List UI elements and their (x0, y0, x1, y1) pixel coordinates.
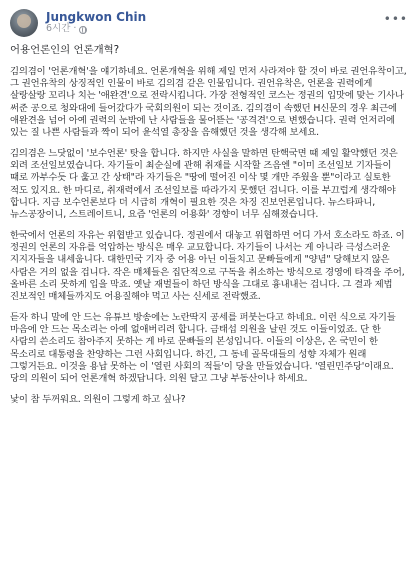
post-paragraph: 듣자 하니 말에 안 드는 유튜브 방송에는 노란딱지 공세를 퍼붓는다고 하네요. 이런 식으로 자기들 마음에 안 드는 목소리는 아예 없애버리려 합니다. 금태섭 의원을 날린 것도 이들이었죠. 단 한 사람의 쓴소리도 참아주지 못하는 게 바로 문빠들의 본성입니다. 이들의 이상은, 온 국민이 한 목소리로 대통령을 찬양하는 그런 사회입니다. 하긴, 그 동네 골목대들의 성향 자체가 원래 그렇거든요. 이것을 용납 못하는 이 '열린 사회의 적들'이 당을 만들었습니다. '열린민주당'이래요. 당의 의원이 되어 언론개혁 하겠답니다. 의원 달고 그냥 부동산이나 하세요. (10, 311, 396, 385)
separator-dot: · (73, 23, 77, 35)
post-paragraph: 한국에서 언론의 자유는 위협받고 있습니다. 정권에서 대놓고 위협하면 어디 가서 호소라도 하죠. 이 정권의 언론의 자유를 억압하는 방식은 매우 교묘합니다. 자기들이 나서는 게 아니라 극성스러운 지지자들을 내세웁니다. 대한민국 기자 중 어용 아닌 이들치고 문빠들에게 "양념" 당해보지 않은 사람은 거의 없을 겁니다. 작은 매체들은 집단적으로 구독을 취소하는 방식으로 경영에 타격을 주어, 올바른 소리 못하게 입을 막죠. 옛날 재벌들이 하던 방식을 그대로 흉내내는 겁니다. 그 결과 제법 진보적인 매체들까지도 어용질해야 먹고 사는 신세로 전락했죠. (10, 229, 405, 303)
post-meta (46, 11, 146, 36)
globe-icon (79, 26, 87, 34)
post-body (10, 44, 410, 406)
post-paragraph: 김의겸이 '언론개혁'을 얘기하네요. 언론개혁을 위해 제일 먼저 사라져야 할 것이 바로 권언유착이고, 그 권언유착의 상징적인 인물이 바로 김의겸 같은 인물입니다. 권언유착은, 언론을 권력에게 살랑살랑 꼬리나 치는 '애완견'으로 전락시킵니다. 가장 전형적인 코스는 정권의 입맛에 맞는 기사나 써준 공으로 청와대에 들어갔다가 국회의원이 되는 것이죠. 김의겸이 속했던 H신문의 경우 최근에 애완견을 넘어 아예 권력의 눈밖에 난 사람들을 물어뜯는 '공격견'으로 변했습니다. 권력 언저리에 있는 질 나쁜 사람들과 짝이 되어 윤석열 총장을 음해했던 것을 생각해 보세요. (10, 65, 407, 139)
post-time[interactable]: 6시간 (46, 23, 71, 35)
more-options-icon[interactable]: ••• (383, 12, 408, 26)
avatar[interactable] (10, 9, 38, 37)
post-header (10, 6, 410, 40)
post-title: 어용언론인의 언론개혁? (10, 44, 120, 56)
post-paragraph: 낯이 참 두꺼워요. 의원이 그렇게 하고 싶나? (10, 393, 186, 405)
post-paragraph: 김의겸은 느닷없이 '보수언론' 탓을 합니다. 하지만 사실을 말하면 탄핵국면 때 제일 활약했던 것은 외려 조선일보였습니다. 자기들이 최순실에 관해 취재를 시작할 즈음엔 "이미 조선일보 기자들이 때로 까부수듯 다 훑고 간 상태"라 자기들은 "땅에 떨어진 이삭 몇 개만 주웠을 뿐"이라고 실토한 적도 있지요. 한 마디로, 취재력에서 조선일보를 따라가지 못했던 겁니다. 이를 부끄럽게 생각해야 합니다. 지금 보수언론보다 더 시급히 개혁이 필요한 것은 차징 진보언론입니다. 뉴스타파니, 뉴스공장이니, 스트레이트니, 요즘 '언론의 어용화' 경향이 너무 심해졌습니다. (10, 147, 398, 221)
post-subline (46, 24, 146, 35)
author-name[interactable]: Jungkwon Chin (46, 9, 147, 24)
